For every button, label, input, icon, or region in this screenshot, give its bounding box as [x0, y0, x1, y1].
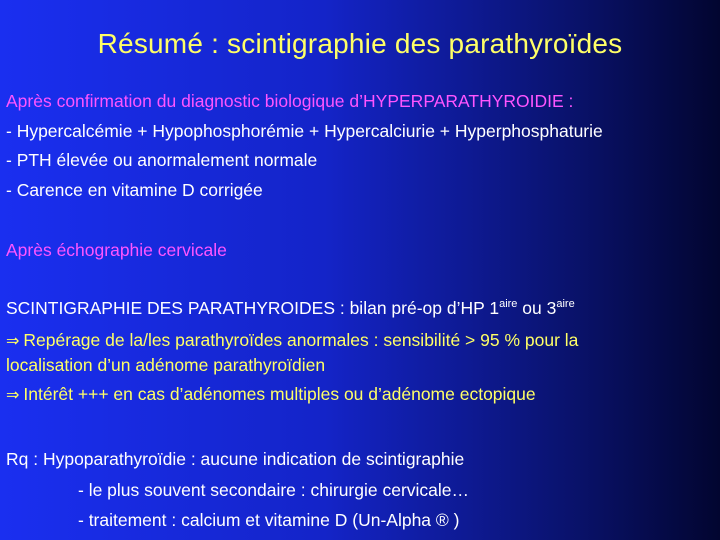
implies-arrow-icon: ⇒: [6, 331, 20, 350]
bullet-pth: - PTH élevée ou anormalement normale: [6, 150, 318, 170]
implication-sensitivity: [6, 330, 578, 351]
implies-arrow-icon: ⇒: [6, 385, 20, 404]
superscript-2: aire: [556, 298, 575, 310]
rq-item-treatment: - traitement : calcium et vitamine D (Un-Alpha ® ): [78, 510, 460, 530]
scinti-heading-text: SCINTIGRAPHIE DES PARATHYROIDES : bilan pré-op d’HP 1: [6, 298, 500, 318]
implication-multiple: [6, 384, 536, 405]
bullet-vitamin-d: - Carence en vitamine D corrigée: [6, 180, 263, 200]
implication-text: Intérêt +++ en cas d’adénomes multiples ou d’adénome ectopique: [23, 384, 536, 404]
scinti-heading: [6, 298, 575, 319]
slide-title: Résumé : scintigraphie des parathyroïdes: [97, 28, 623, 59]
bullet-biology: - Hypercalcémie + Hypophosphorémie + Hypercalciurie + Hyperphosphaturie: [6, 121, 603, 141]
rq-item-secondary: - le plus souvent secondaire : chirurgie cervicale…: [78, 480, 470, 500]
superscript-1: aire: [499, 298, 518, 310]
rq-line: Rq : Hypoparathyroïdie : aucune indication de scintigraphie: [6, 449, 465, 469]
implication-text: Repérage de la/les parathyroïdes anormales : sensibilité > 95 % pour la: [23, 330, 579, 350]
implication-continuation: localisation d’un adénome parathyroïdien: [6, 355, 326, 375]
intro-line: Après confirmation du diagnostic biologique d’HYPERPARATHYROIDIE :: [6, 91, 574, 111]
scinti-heading-middle: ou 3: [517, 298, 557, 318]
echo-line: Après échographie cervicale: [6, 240, 227, 260]
